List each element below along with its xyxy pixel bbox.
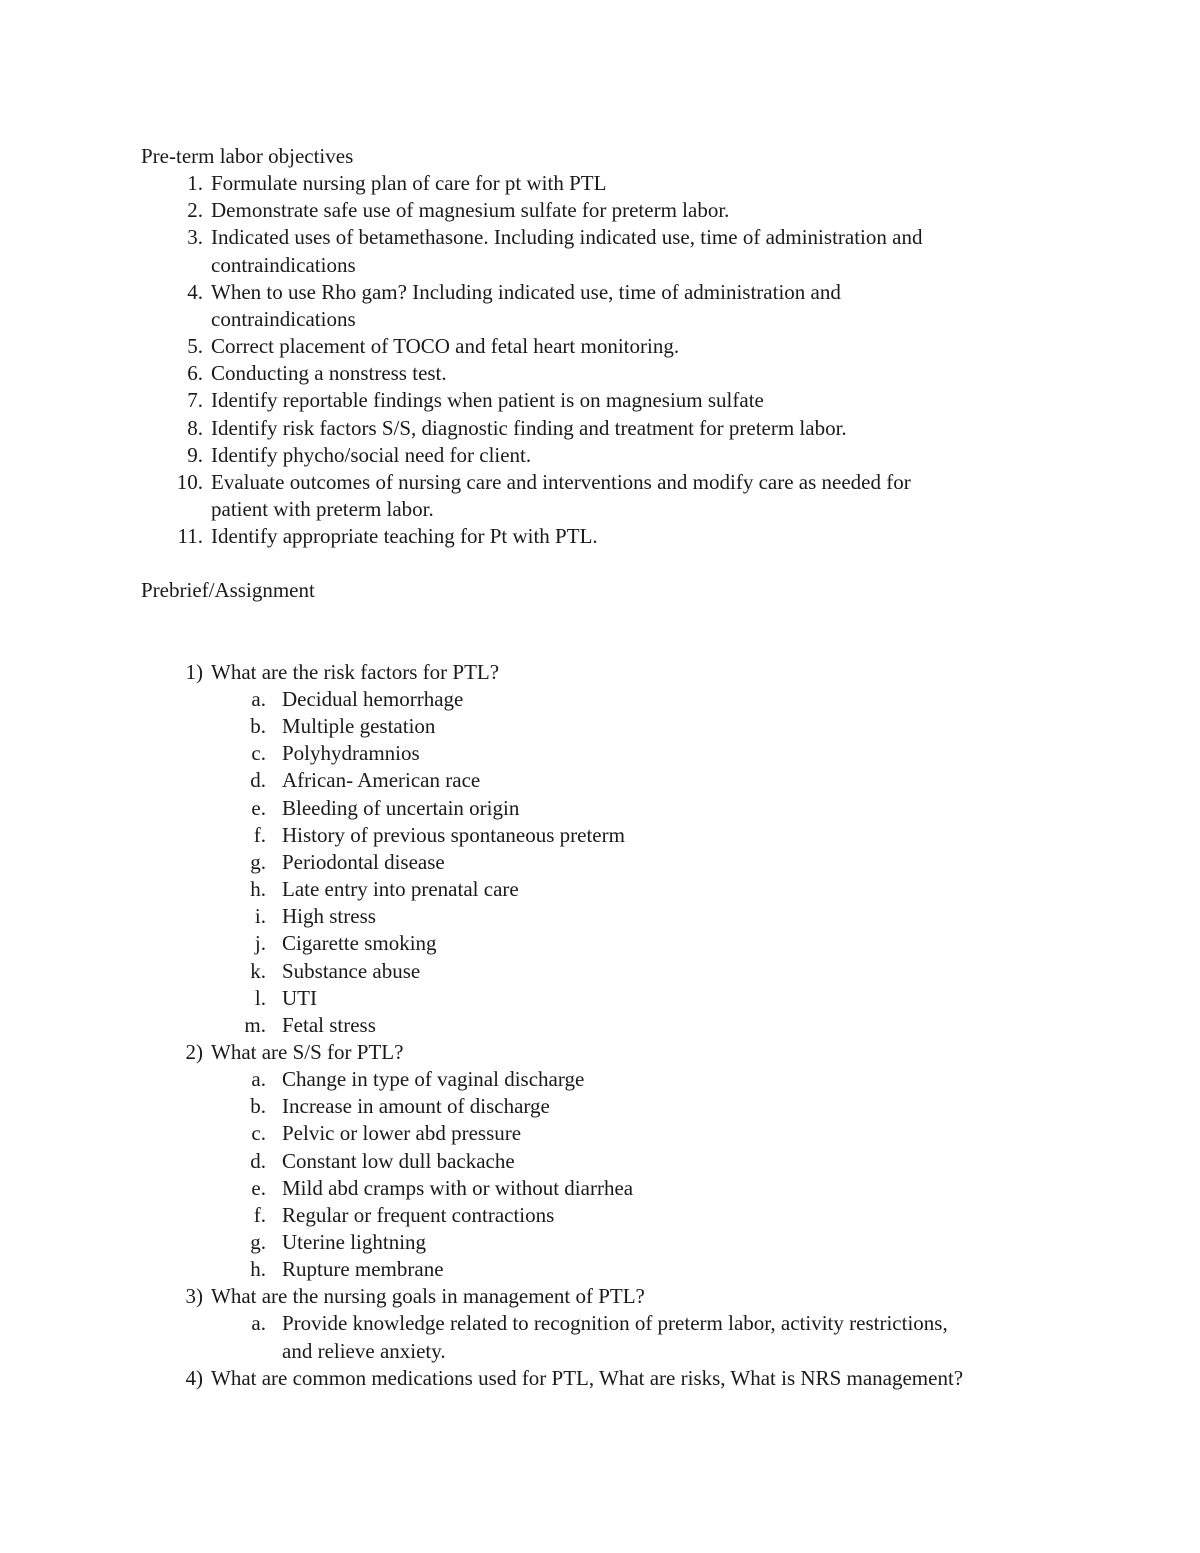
answer-letter: b. — [250, 1094, 266, 1119]
answer-letter: h. — [250, 1257, 266, 1282]
answer-text: and relieve anxiety. — [282, 1338, 446, 1363]
answer-text: Late entry into prenatal care — [282, 877, 519, 902]
answer-letter: h. — [250, 877, 266, 902]
answer-letter: f. — [253, 1202, 266, 1227]
answer-letter: c. — [251, 1121, 266, 1146]
answer-text: Bleeding of uncertain origin — [282, 795, 520, 820]
objective-text: Indicated uses of betamethasone. Including indicated use, time of administration and — [211, 225, 923, 250]
objective-number: 3. — [187, 225, 203, 250]
answer-letter: j. — [254, 931, 266, 956]
answer-letter: f. — [253, 822, 266, 847]
answer-text: Mild abd cramps with or without diarrhea — [282, 1175, 634, 1200]
answer-text: History of previous spontaneous preterm — [282, 822, 625, 847]
question-number: 1) — [185, 659, 203, 684]
answer-letter: a. — [251, 1311, 266, 1336]
answer-text: Uterine lightning — [282, 1230, 427, 1254]
answer-text: Multiple gestation — [282, 714, 436, 739]
answer-text: Increase in amount of discharge — [282, 1094, 550, 1119]
answer-text: Cigarette smoking — [282, 931, 437, 956]
objective-text: Identify phycho/social need for client. — [211, 442, 532, 467]
objectives-heading: Pre-term labor objectives — [141, 144, 354, 168]
answer-text: Decidual hemorrhage — [282, 687, 464, 711]
objective-text: Demonstrate safe use of magnesium sulfate for preterm labor. — [211, 198, 730, 223]
answer-letter: d. — [250, 1148, 266, 1173]
objective-text: patient with preterm labor. — [211, 496, 434, 521]
answer-text: UTI — [282, 985, 317, 1010]
objective-number: 9. — [187, 442, 203, 467]
answer-text: Fetal stress — [282, 1012, 376, 1037]
answer-text: Regular or frequent contractions — [282, 1202, 555, 1227]
answer-text: Rupture membrane — [282, 1257, 444, 1282]
objective-number: 2. — [187, 198, 203, 223]
objective-number: 11. — [177, 524, 203, 549]
objective-text: Correct placement of TOCO and fetal heart monitoring. — [211, 334, 680, 359]
answer-letter: b. — [250, 714, 266, 739]
answer-letter: a. — [251, 687, 266, 711]
answer-letter: c. — [251, 741, 266, 766]
question-text: What are the nursing goals in management of PTL? — [211, 1284, 645, 1309]
objective-text: contraindications — [211, 252, 356, 277]
answer-letter: l. — [254, 985, 266, 1010]
prebrief-heading: Prebrief/Assignment — [141, 578, 315, 603]
answer-text: Pelvic or lower abd pressure — [282, 1121, 522, 1146]
objective-text: Conducting a nonstress test. — [211, 361, 447, 386]
objective-text: Identify reportable findings when patient is on magnesium sulfate — [211, 388, 764, 413]
answer-letter: g. — [250, 1230, 266, 1254]
answer-text: Change in type of vaginal discharge — [282, 1067, 585, 1092]
objective-number: 7. — [187, 388, 203, 413]
answer-letter: d. — [250, 768, 266, 793]
objective-text: contraindications — [211, 306, 356, 331]
question-text: What are common medications used for PTL, What are risks, What is NRS management? — [211, 1365, 964, 1390]
question-text: What are the risk factors for PTL? — [211, 659, 500, 684]
answer-text: Periodontal disease — [282, 849, 445, 874]
objective-number: 4. — [187, 279, 203, 304]
answer-letter: e. — [251, 1175, 266, 1200]
objective-number: 1. — [187, 171, 203, 196]
answer-letter: m. — [244, 1012, 266, 1037]
objective-text: When to use Rho gam? Including indicated use, time of administration and — [211, 279, 841, 304]
objective-number: 10. — [176, 469, 203, 494]
objective-text: Identify risk factors S/S, diagnostic finding and treatment for preterm labor. — [211, 415, 847, 440]
answer-text: Constant low dull backache — [282, 1148, 515, 1173]
question-number: 3) — [185, 1284, 203, 1309]
objective-text: Identify appropriate teaching for Pt with PTL. — [211, 524, 598, 549]
objective-text: Formulate nursing plan of care for pt with PTL — [211, 171, 607, 196]
answer-text: High stress — [282, 904, 376, 929]
question-text: What are S/S for PTL? — [211, 1039, 404, 1064]
answer-text: African- American race — [282, 768, 481, 793]
objective-number: 8. — [187, 415, 203, 440]
answer-text: Provide knowledge related to recognition of preterm labor, activity restrictions, — [282, 1311, 948, 1336]
answer-text: Polyhydramnios — [282, 741, 420, 766]
objective-text: Evaluate outcomes of nursing care and interventions and modify care as needed for — [211, 469, 911, 494]
answer-letter: a. — [251, 1067, 266, 1092]
objective-number: 5. — [187, 334, 203, 359]
answer-text: Substance abuse — [282, 958, 421, 983]
answer-letter: e. — [251, 795, 266, 820]
question-number: 4) — [185, 1365, 203, 1390]
answer-letter: g. — [250, 849, 266, 874]
question-number: 2) — [185, 1039, 203, 1064]
objective-number: 6. — [187, 361, 203, 386]
answer-letter: i. — [254, 904, 266, 929]
answer-letter: k. — [250, 958, 266, 983]
